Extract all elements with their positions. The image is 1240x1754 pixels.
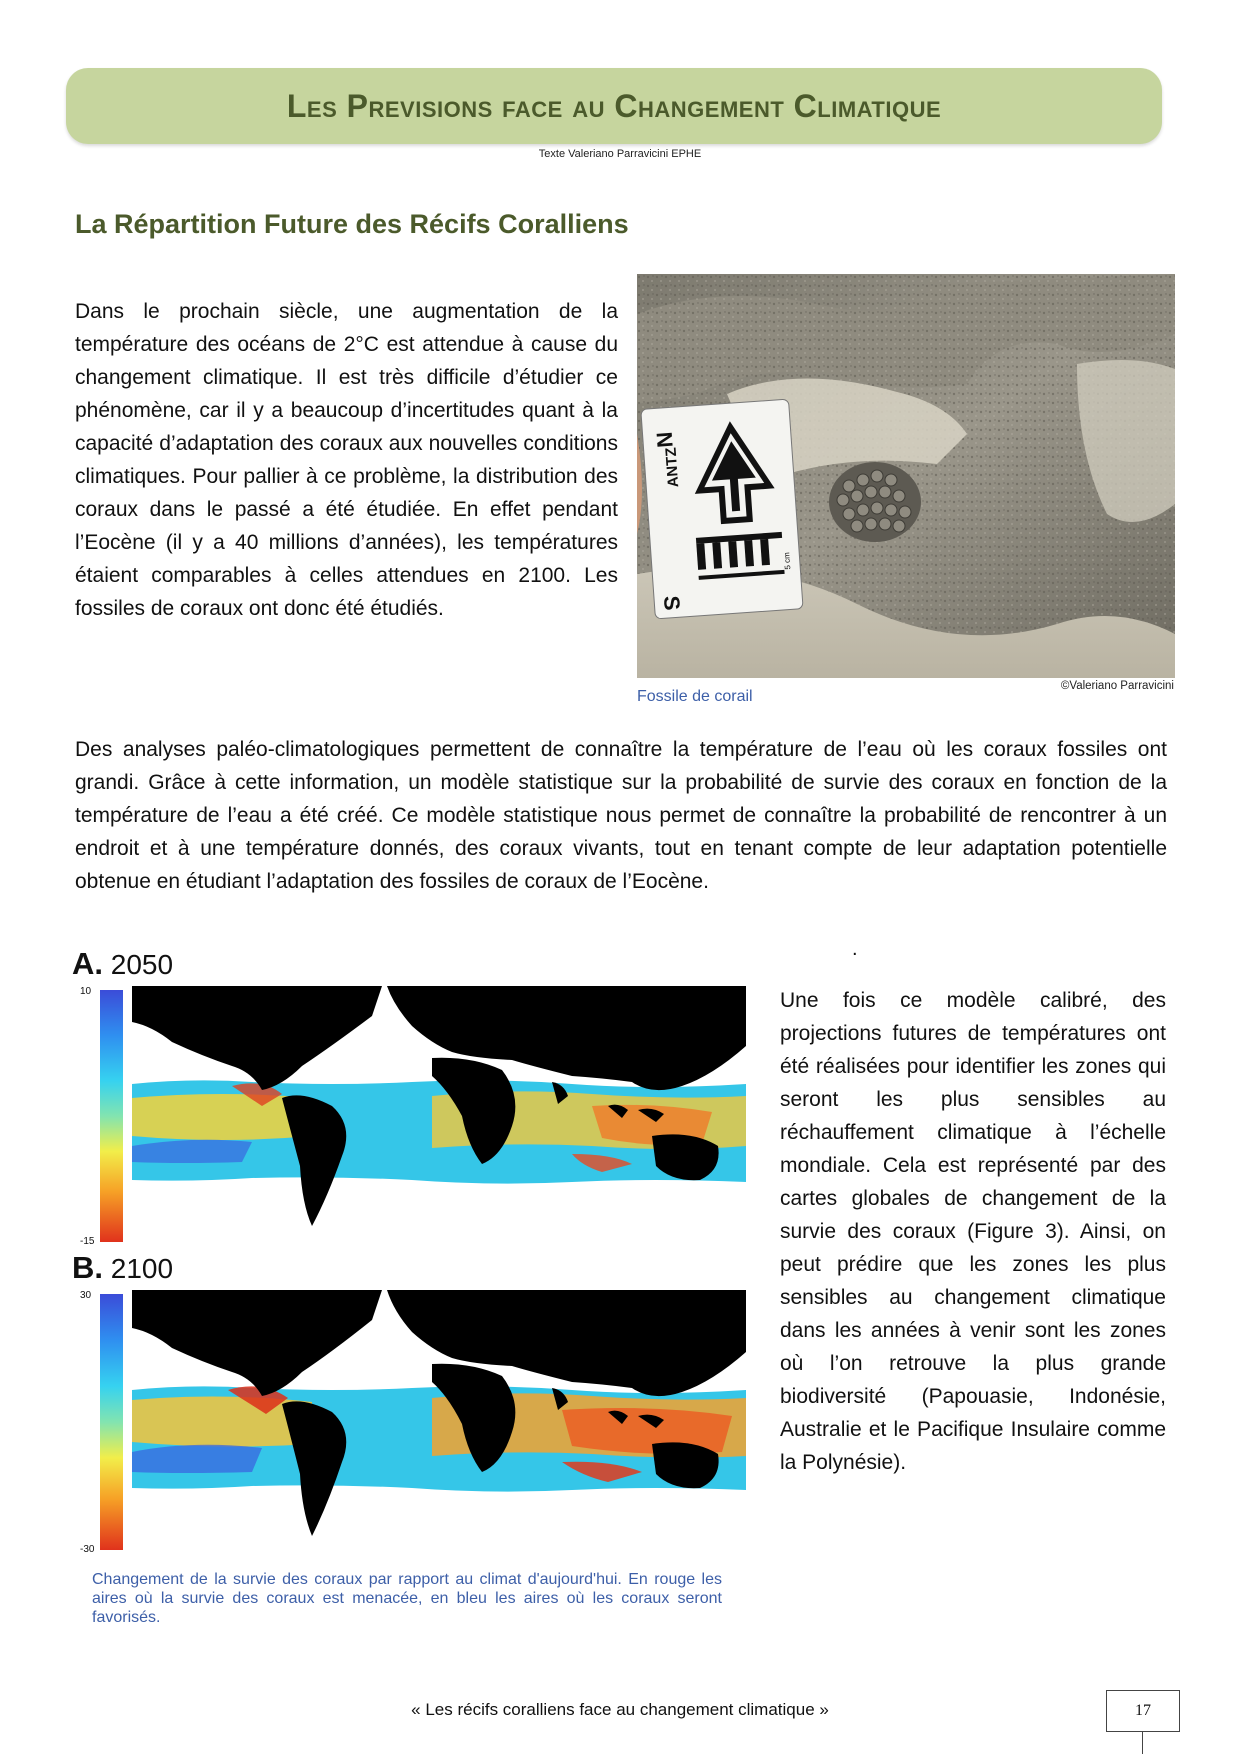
page-number: 17 bbox=[1135, 1702, 1151, 1719]
photo-copyright: ©Valeriano Parravicini bbox=[1060, 680, 1174, 692]
map-a-letter: A. bbox=[72, 946, 103, 981]
map-a-world-map bbox=[132, 986, 746, 1240]
map-a-year: 2050 bbox=[110, 949, 174, 980]
page-number-box bbox=[1106, 1690, 1180, 1732]
photo-caption: Fossile de corail bbox=[637, 688, 753, 705]
author-credit: Texte Valeriano Parravicini EPHE bbox=[538, 148, 702, 160]
svg-text:ANTZ: ANTZ bbox=[662, 446, 683, 488]
map-a-colorbar bbox=[100, 990, 123, 1242]
map-b-world-map bbox=[132, 1290, 746, 1552]
page-number-tick bbox=[1142, 1731, 1143, 1754]
footer-title: « Les récifs coralliens face au changement climatique » bbox=[411, 1700, 829, 1719]
coral-fossil-photo bbox=[637, 274, 1175, 678]
map-b-label bbox=[72, 1250, 173, 1286]
analysis-paragraph: Des analyses paléo-climatologiques permettent de connaître la température de l’eau où les coraux fossiles ont grandi. Grâce à cette information, un modèle statistique sur la probabilité de survie des coraux en fonction de la température de l’eau a été créé. Ce modèle statistique nous permet de connaître la probabilité de rencontrer à un endroit et à une température donnés, des coraux vivants, tout en tenant compte de leur adaptation potentielle obtenue en étudiant l’adaptation des fossiles de coraux de l’Eocène. bbox=[75, 738, 1167, 893]
coral-fossil-illustration bbox=[637, 274, 1175, 678]
map-a-label bbox=[72, 946, 173, 982]
coral-colony bbox=[829, 462, 921, 542]
svg-text:5 cm: 5 cm bbox=[782, 551, 793, 570]
section-title: La Répartition Future des Récifs Coralliens bbox=[75, 209, 629, 239]
header-banner bbox=[66, 68, 1162, 144]
map-b-colorbar bbox=[100, 1294, 123, 1550]
map-caption: Changement de la survie des coraux par rapport au climat d'aujourd'hui. En rouge les aires où la survie des coraux est menacée, en bleu les aires où les coraux seront favorisés. bbox=[92, 1571, 722, 1626]
map-b-year: 2100 bbox=[110, 1253, 174, 1284]
svg-text:S: S bbox=[658, 594, 685, 612]
intro-paragraph: Dans le prochain siècle, une augmentation de la température des océans de 2°C est attendue à cause du changement climatique. Il est très difficile d’étudier ce phénomène, car il y a beaucoup d’incertitudes quant à la capacité d’adaptation des coraux aux nouvelles conditions climatiques. Pour pallier à ce problème, la distribution des coraux dans le passé a été étudiée. En effet pendant l’Eocène (il y a 40 millions d’années), les températures étaient comparables à celles attendues en 2100. Les fossiles de coraux ont donc été étudiés. bbox=[75, 300, 618, 620]
stray-dot: . bbox=[852, 938, 858, 960]
map-b-letter: B. bbox=[72, 1250, 103, 1285]
map-a-scale-min: -15 bbox=[80, 1236, 95, 1247]
map-a-scale-max: 10 bbox=[80, 986, 92, 997]
svg-text:N: N bbox=[651, 431, 678, 449]
map-b-scale-max: 30 bbox=[80, 1290, 92, 1301]
page-title: Les Previsions face au Changement Climatique bbox=[286, 87, 942, 124]
map-b-scale-min: -30 bbox=[80, 1544, 95, 1555]
projection-paragraph: Une fois ce modèle calibré, des projections futures de températures ont été réalisées pour identifier les zones qui seront les plus sensibles au réchauffement climatique à l’échelle mondiale. Cela est représenté par des cartes globales de changement de la survie des coraux (Figure 3). Ainsi, on peut prédire que les zones les plus sensibles au changement climatique dans les années à venir sont les zones où l’on retrouve la plus grande biodiversité (Papouasie, Indonésie, Australie et le Pacifique Insulaire comme la Polynésie). bbox=[780, 989, 1166, 1474]
scale-card bbox=[641, 399, 803, 619]
